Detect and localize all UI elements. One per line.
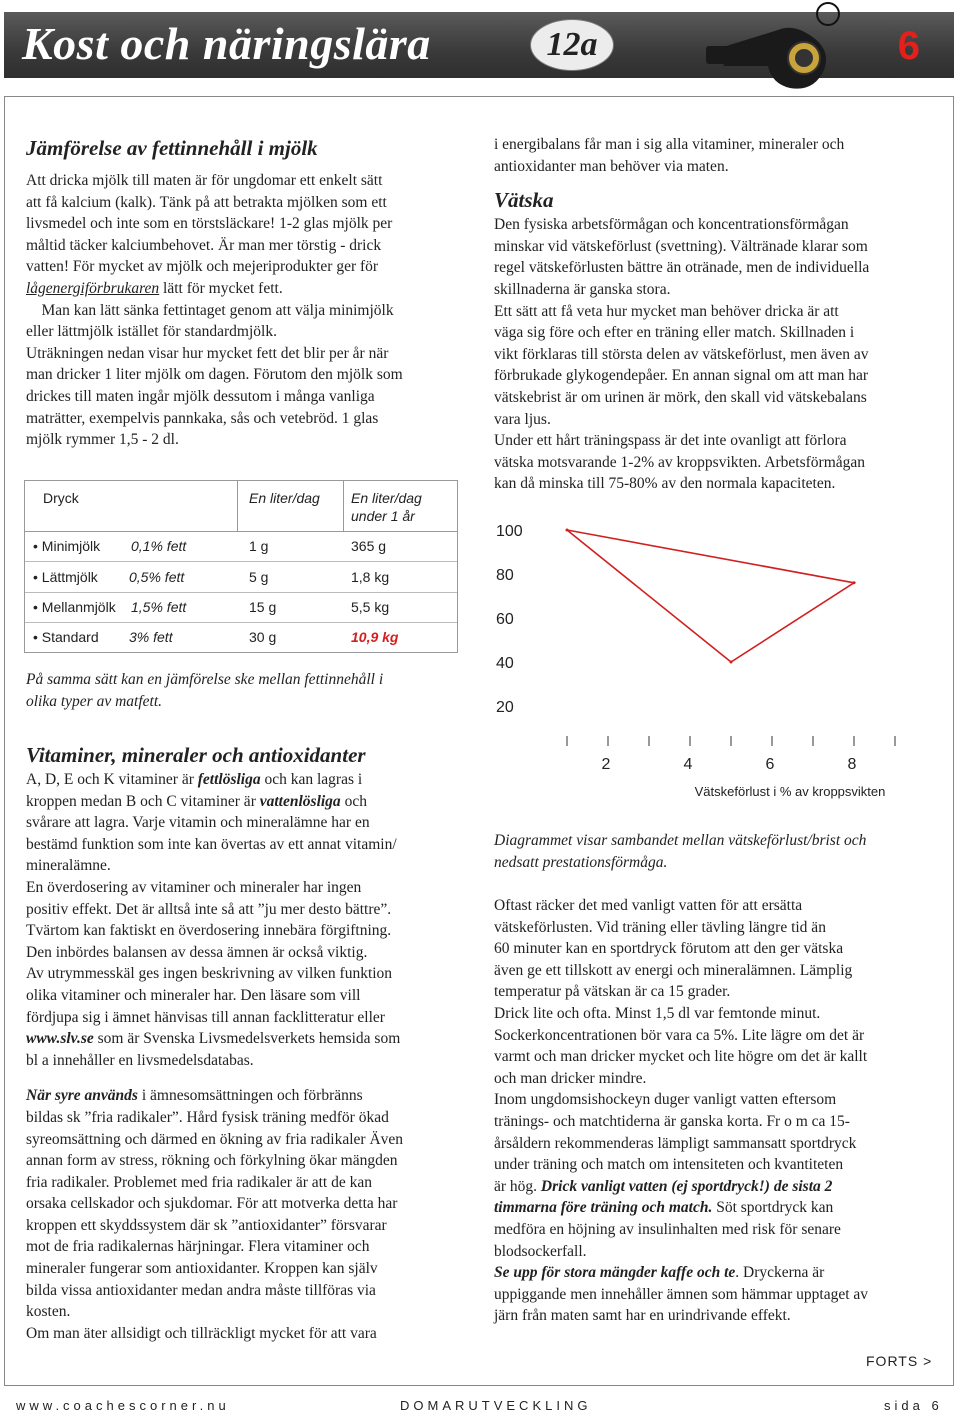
- slv-link[interactable]: www.slv.se: [26, 1030, 94, 1048]
- chart-y-tick-label: 40: [496, 655, 514, 672]
- fluid-line-6: väga sig före och efter en träning eller match. Skillnaden i: [494, 324, 855, 342]
- continue-link[interactable]: FORTS >: [866, 1353, 933, 1369]
- milk-line-12: maträtter, exempelvis pannkaka, sås och vetebröd. 1 glas: [26, 409, 379, 427]
- vit-line-4: bestämd funktion som inte kan övertas av ett annat vitamin/: [26, 835, 397, 853]
- right-column-bottom: [494, 895, 950, 1327]
- fluid-line-9: vätskebrist är om urinen är mörk, den skall vid vätskebalans: [494, 388, 867, 406]
- intro-line-1: i energibalans får man i sig alla vitaminer, mineraler och: [494, 136, 845, 153]
- sport-line-19: uppiggande men innehåller ämnen som hämmar upptaget av: [494, 1285, 869, 1303]
- sport-line-2: vätskeförlusten. Vid träning eller tävling längre tid än: [494, 918, 826, 936]
- fluid-loss-chart: [490, 510, 950, 810]
- row-fat: 3% fett: [129, 629, 173, 645]
- sport-text: Söt sportdryck kan: [712, 1199, 834, 1217]
- sport-line-16: medföra en höjning av insulinhalten med risk för senare: [494, 1220, 841, 1238]
- sport-text: . Dryckerna är: [735, 1264, 825, 1282]
- chart-x-ticks: [567, 736, 895, 773]
- table-row: [25, 531, 457, 562]
- vit-text: och kan lagras i: [260, 771, 363, 788]
- fluid-line-7: vikt förklaras till största delen av vätskeförlust, men även av: [494, 345, 869, 363]
- sport-line-15: [494, 1197, 950, 1219]
- rad-line-11: kosten.: [26, 1303, 71, 1321]
- row-day: 5 g: [249, 569, 269, 585]
- sport-line-14: [494, 1176, 950, 1198]
- milk-section: [26, 134, 476, 451]
- row-name: • Mellanmjölk: [33, 599, 116, 615]
- fluid-line-10: vara ljus.: [494, 410, 551, 428]
- table-note: [26, 669, 476, 712]
- milk-line-9: Uträkningen nedan visar hur mycket fett det blir per år när: [26, 344, 389, 362]
- caption-line-1: Diagrammet visar sambandet mellan vätskeförlust/brist och: [494, 832, 867, 849]
- chart-point: [566, 529, 569, 532]
- vit-line-11: olika vitaminer och mineraler har. Den läsare som vill: [26, 986, 361, 1004]
- chart-x-tick-label: 4: [683, 756, 693, 773]
- fluid-line-8: förbrukade glykogendepåer. En annan signal om att man har: [494, 367, 869, 385]
- footer-page: sida 6: [884, 1398, 943, 1413]
- intro-line-2: antioxidanter man behöver via maten.: [494, 157, 729, 175]
- fluid-line-12: vätska motsvarande 1-2% av kroppsvikten. Arbetsförmågan: [494, 453, 866, 471]
- row-year: 365 g: [351, 538, 387, 554]
- header-per-year-2: under 1 år: [351, 508, 415, 524]
- vit-line-10: Av utrymmesskäl ges ingen beskrivning av vilken funktion: [26, 965, 393, 983]
- fluid-line-2: minskar vid vätskeförlust (svettning). Vältränade klarar som: [494, 237, 868, 255]
- low-energy-term: lågenergiförbrukaren: [26, 279, 160, 297]
- row-year: 5,5 kg: [351, 599, 390, 615]
- header-divider: [237, 481, 238, 531]
- footer-site[interactable]: www.coachescorner.nu: [16, 1398, 230, 1413]
- table-header-row: [25, 481, 457, 532]
- rad-line-9: mineraler fungerar som antioxidanter. Kroppen kan själv: [26, 1260, 378, 1278]
- fluid-line-4: skillnaderna är ganska stora.: [494, 280, 671, 298]
- chart-x-tick-label: 6: [765, 756, 775, 773]
- vit-text: A, D, E och K vitaminer är: [26, 771, 198, 788]
- sport-line-1: Oftast räcker det med vanligt vatten för att ersätta: [494, 897, 803, 914]
- chapter-badge: 12a: [530, 19, 614, 71]
- water-advice-cont: timmarna före träning och match.: [494, 1199, 713, 1217]
- sport-line-11: tränings- och matchtiderna är ganska korta. Fr o m ca 15-: [494, 1112, 850, 1130]
- chart-point: [730, 661, 733, 664]
- header-per-year-1: En liter/dag: [351, 490, 422, 506]
- vit-text: och: [340, 792, 367, 810]
- rad-line-2: bildas sk ”fria radikaler”. Hård fysisk träning medför ökad: [26, 1108, 389, 1126]
- milk-heading: Jämförelse av fettinnehåll i mjölk: [26, 136, 318, 160]
- rad-line-12: Om man äter allsidigt och tillräckligt mycket för att vara: [26, 1324, 377, 1342]
- rad-line-4: annan form av stress, rökning och förkylning ökar mängden: [26, 1152, 398, 1170]
- sport-line-6: Drick lite och ofta. Minst 1,5 dl var femtonde minut.: [494, 1004, 821, 1022]
- chart-x-label: Vätskeförlust i % av kroppsvikten: [694, 784, 886, 799]
- page-footer: [0, 1398, 960, 1417]
- milk-line-4: måltid täcker kalciumbehovet. Är man mer törstig - drick: [26, 236, 382, 254]
- vit-line-12: fördjupa sig i ämnet hänvisas till annan facklitteratur eller: [26, 1008, 385, 1026]
- sport-text: är hög.: [494, 1177, 541, 1195]
- vit-line-7: positiv effekt. Det är alltså inte så att ”ju mer desto bättre”.: [26, 900, 392, 918]
- milk-line-7: Man kan lätt sänka fettintaget genom att välja minimjölk: [26, 301, 394, 319]
- milk-line-6-rest: lätt för mycket fett.: [159, 279, 283, 297]
- fluid-line-13: kan då minska till 75-80% av den normala kapaciteten.: [494, 475, 836, 493]
- row-year-highlight: 10,9 kg: [351, 629, 399, 645]
- row-name: • Standard: [33, 629, 99, 645]
- vit-line-3: svårare att lagra. Varje vitamin och mineralämne har en: [26, 814, 370, 832]
- vit-line-13: [26, 1028, 486, 1050]
- milk-line-8: eller lättmjölk istället för standardmjölk.: [26, 323, 277, 341]
- fluid-line-11: Under ett hårt träningspass är det inte ovanligt att förlora: [494, 432, 847, 450]
- milk-fat-table: [24, 480, 458, 653]
- chart-caption: [494, 830, 950, 873]
- whistle-icon: [700, 0, 840, 95]
- sport-line-18: [494, 1262, 950, 1284]
- chart-point: [853, 581, 856, 584]
- page-title: Kost och näringslära: [22, 18, 431, 69]
- coffee-warning: Se upp för stora mängder kaffe och te: [494, 1264, 736, 1282]
- row-name: • Minimjölk: [33, 538, 101, 554]
- vit-line-9: Den inbördes balansen av dessa ämnen är också viktig.: [26, 943, 368, 961]
- sport-line-13: under träning och match om intensiteten och kvantiteten: [494, 1156, 844, 1174]
- sport-line-8: varmt och man dricker mycket och lite högre om det är kallt: [494, 1048, 868, 1066]
- row-fat: 1,5% fett: [131, 599, 187, 615]
- rad-line-3: syreomsättning och därmed en ökning av fria radikaler Även: [26, 1130, 404, 1148]
- chart-y-tick-label: 60: [496, 611, 514, 628]
- header-per-day: En liter/dag: [249, 490, 320, 506]
- fluid-line-5: Ett sätt att få veta hur mycket man behöver dricka är att: [494, 302, 839, 320]
- chart-x-tick-label: 2: [601, 756, 611, 773]
- header-page-number: 6: [897, 24, 920, 68]
- vitamins-section: [26, 741, 486, 1344]
- rad-line-1: [26, 1085, 486, 1107]
- row-day: 15 g: [249, 599, 277, 615]
- fluid-line-3: regel vätskeförlusten bättre än otränade, men de individuella: [494, 259, 870, 277]
- oxygen-term: När syre används: [26, 1087, 138, 1105]
- milk-line-13: mjölk rymmer 1,5 - 2 dl.: [26, 431, 179, 449]
- water-soluble-term: vattenlösliga: [259, 792, 341, 810]
- sport-line-9: och man dricker mindre.: [494, 1069, 647, 1087]
- sport-line-17: blodsockerfall.: [494, 1242, 587, 1260]
- sport-line-3: 60 minuter kan en sportdryck förutom att den ger vätska: [494, 940, 844, 958]
- milk-line-6: [26, 278, 476, 300]
- water-advice: Drick vanligt vatten (ej sportdryck!) de sista 2: [540, 1177, 833, 1195]
- vitamins-heading: Vitaminer, mineraler och antioxidanter: [26, 743, 366, 767]
- vit-line-2: [26, 791, 486, 813]
- milk-line-5: vatten! För mycket av mjölk och mejeriprodukter ger för: [26, 258, 379, 276]
- sport-line-4: även ge ett tillskott av energi och mineralämnen. Lämplig: [494, 961, 853, 979]
- rad-line-6: orsaka cellskador och sjukdomar. För att motverka detta har: [26, 1195, 398, 1213]
- rad-line-5: fria radikaler. Problemet med fria radikaler är att de kan: [26, 1173, 373, 1191]
- vit-line-5: mineralämne.: [26, 857, 111, 875]
- milk-line-3: livsmedel och inte som en törstsläckare! 1-2 glas mjölk per: [26, 215, 393, 233]
- table-row: [25, 622, 457, 652]
- milk-line-2: att få kalcium (kalk). Tänk på att betrakta mjölken som ett: [26, 193, 387, 211]
- right-column-top: [494, 134, 950, 495]
- row-day: 30 g: [249, 629, 277, 645]
- vit-line-14: bl a innehåller en livsmedelsdatabas.: [26, 1051, 254, 1069]
- milk-line-11: drickes till maten ingår mjölk dessutom i många vanliga: [26, 387, 375, 405]
- rad-line-8: mot de fria radikalernas härjningar. Flera vitaminer och: [26, 1238, 370, 1256]
- milk-line-10: man dricker 1 liter mjölk om dagen. Förutom den mjölk som: [26, 366, 403, 384]
- vit-line-8: Tvärtom kan faktiskt en överdosering innebära förgiftning.: [26, 922, 392, 940]
- row-fat: 0,5% fett: [129, 569, 185, 585]
- sport-line-5: temperatur på vätskan är ca 15 grader.: [494, 983, 731, 1001]
- chart-y-ticks: [496, 523, 523, 716]
- row-day: 1 g: [249, 538, 269, 554]
- row-fat: 0,1% fett: [131, 538, 187, 554]
- chart-series-line: [567, 530, 854, 662]
- footer-center: DOMARUTVECKLING: [400, 1398, 592, 1413]
- table-row: [25, 562, 457, 593]
- chart-y-tick-label: 80: [496, 567, 514, 584]
- header-divider: [343, 481, 344, 531]
- fluid-line-1: Den fysiska arbetsförmågan och koncentrationsförmågan: [494, 216, 849, 234]
- rad-line-7: kroppen ett skyddssystem där sk ”antioxidanter” försvarar: [26, 1216, 387, 1234]
- rad-line-10: bilda vissa antioxidanter medan andra måste tillföras via: [26, 1281, 376, 1299]
- chart-y-tick-label: 20: [496, 699, 514, 716]
- fluid-heading: Vätska: [494, 188, 554, 213]
- header-drink: Dryck: [43, 490, 79, 506]
- table-note-line-1: På samma sätt kan en jämförelse ske mellan fettinnehåll i: [26, 671, 384, 688]
- sport-line-20: järn från maten samt har en urindrivande effekt.: [494, 1307, 791, 1325]
- vit-text: kroppen medan B och C vitaminer är: [26, 792, 260, 810]
- chart-points: [566, 529, 856, 664]
- fat-soluble-term: fettlösliga: [197, 771, 261, 788]
- vit-line-1: [26, 769, 486, 791]
- table-note-line-2: olika typer av matfett.: [26, 692, 163, 710]
- sport-line-12: årsåldern rekommenderas lämpligt sammansatt sportdryck: [494, 1134, 857, 1152]
- caption-line-2: nedsatt prestationsförmåga.: [494, 853, 668, 871]
- sport-line-10: Inom ungdomsishockeyn duger vanligt vatten eftersom: [494, 1091, 837, 1109]
- vit-text: som är Svenska Livsmedelsverkets hemsida som: [93, 1030, 401, 1048]
- row-year: 1,8 kg: [351, 569, 390, 585]
- row-name: • Lättmjölk: [33, 569, 98, 585]
- rad-text: i ämnesomsättningen och förbränns: [137, 1087, 363, 1105]
- table-row: [25, 592, 457, 623]
- milk-line-1: Att dricka mjölk till maten är för ungdomar ett enkelt sätt: [26, 172, 383, 189]
- sport-line-7: Sockerkoncentrationen bör vara ca 5%. Lite lägre om det är: [494, 1026, 865, 1044]
- vit-line-6: En överdosering av vitaminer och mineraler har ingen: [26, 878, 362, 896]
- chart-x-tick-label: 8: [847, 756, 857, 773]
- chart-y-tick-label: 100: [496, 523, 523, 540]
